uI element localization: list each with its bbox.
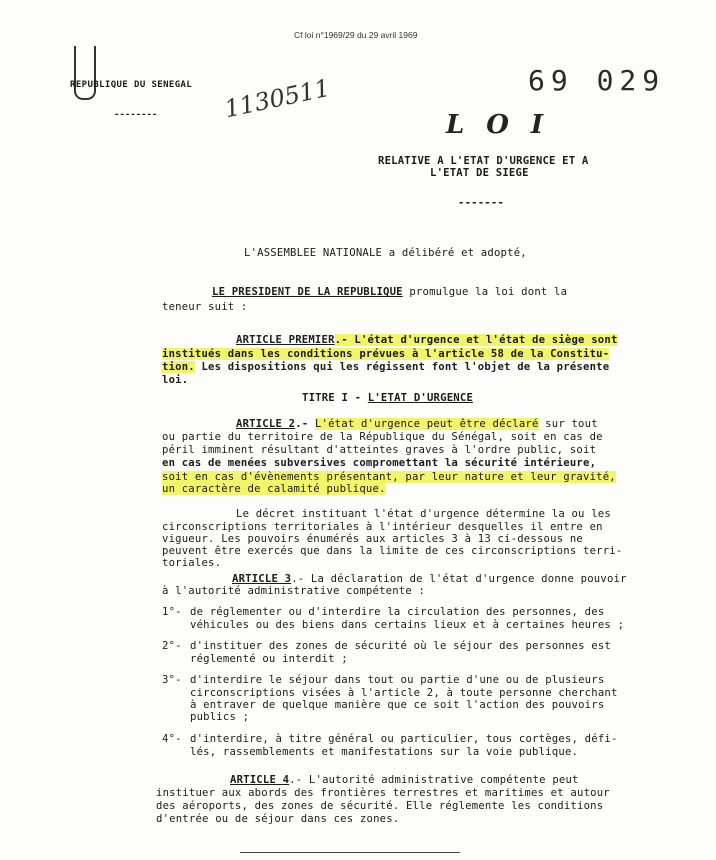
article-4-line-3: des aéroports, des zones de sécurité. Elle réglemente les conditions <box>156 800 604 812</box>
article-4-line-1: ARTICLE 4.- L'autorité administrative compétente peut <box>230 774 579 786</box>
article-2-line-4: en cas de menées subversives compromettant la sécurité intérieure, <box>162 457 597 469</box>
handwritten-number: 1130511 <box>222 73 333 124</box>
titre-1-heading: TITRE I - L'ETAT D'URGENCE <box>302 392 474 404</box>
item-4-line-2: lés, rassemblements et manifestations sur la voie publique. <box>190 746 579 758</box>
item-3-line-4: publics ; <box>190 711 250 723</box>
republic-label: REPUBLIQUE DU SENEGAL <box>70 80 193 90</box>
decree-line-2: circonscriptions territoriales à l'intérieur desquelles il entre en <box>162 521 603 533</box>
article-1-line-1: ARTICLE PREMIER.- L'état d'urgence et l'état de siège sont <box>236 334 618 346</box>
article-2-line-1: ARTICLE 2.- L'état d'urgence peut être déclaré sur tout <box>236 418 598 430</box>
item-2-line-1: d'instituer des zones de sécurité où le séjour des personnes est <box>190 640 611 652</box>
item-3-line-1: d'interdire le séjour dans tout ou partie d'une ou de plusieurs <box>190 674 605 686</box>
item-1-line-2: véhicules ou des biens dans certains lieux et à certaines heures ; <box>190 619 625 631</box>
article-3-line-2: à l'autorité administrative compétente : <box>162 585 426 597</box>
article-3-label: ARTICLE 3 <box>232 573 292 585</box>
seal-stamp <box>74 46 96 100</box>
law-number: 69 029 <box>528 64 666 97</box>
item-2-line-2: réglementé ou interdit ; <box>190 653 348 665</box>
item-4-line-1: d'interdire, à titre général ou particulier, tous cortèges, défi- <box>190 733 618 745</box>
article-2-line-3: péril imminent résultant d'atteintes graves à l'ordre public, soit <box>162 444 597 456</box>
item-3-num: 3°- <box>162 674 182 686</box>
article-1-label: ARTICLE PREMIER <box>236 334 335 346</box>
law-title: LOI <box>446 110 566 140</box>
subject-line-2: L'ETAT DE SIEGE <box>430 167 529 179</box>
decree-line-3: vigueur. Les pouvoirs énumérés aux articles 3 à 13 ci-dessous ne <box>162 533 583 545</box>
article-1-line-3: tion. Les dispositions qui les régissent font l'objet de la présente <box>162 361 610 373</box>
article-4-label: ARTICLE 4 <box>230 774 290 786</box>
bottom-rule <box>240 852 460 853</box>
president-title: LE PRESIDENT DE LA REPUBLIQUE <box>212 286 403 298</box>
president-line-2: teneur suit : <box>162 301 248 313</box>
item-1-num: 1°- <box>162 606 182 618</box>
item-1-line-1: de réglementer ou d'interdire la circulation des personnes, des <box>190 606 605 618</box>
assembly-line: L'ASSEMBLEE NATIONALE a délibéré et adopté, <box>244 247 527 259</box>
decree-line-5: toriales. <box>162 557 222 569</box>
article-2-line-2: ou partie du territoire de la République du Sénégal, soit en cas de <box>162 431 603 443</box>
item-3-line-3: à entraver de quelque manière que ce soit l'action des pouvoirs <box>190 699 605 711</box>
decree-line-1: Le décret instituant l'état d'urgence détermine la ou les <box>236 508 611 520</box>
item-4-num: 4°- <box>162 733 182 745</box>
header-note: Cf loi n°1969/29 du 29 avril 1969 <box>294 30 418 40</box>
decree-line-4: peuvent être exercés que dans la limite de ces circonscriptions terri- <box>162 545 623 557</box>
subject-dash: ------- <box>458 197 505 209</box>
subject-line-1: RELATIVE A L'ETAT D'URGENCE ET A <box>378 155 589 167</box>
item-3-line-2: circonscriptions visées à l'article 2, à toute personne cherchant <box>190 687 618 699</box>
item-2-num: 2°- <box>162 640 182 652</box>
republic-dash: -------- <box>114 110 158 120</box>
article-1-line-4: loi. <box>162 374 189 386</box>
article-2-label: ARTICLE 2 <box>236 418 296 430</box>
article-3-line-1: ARTICLE 3.- La déclaration de l'état d'urgence donne pouvoir <box>232 573 627 585</box>
article-4-line-2: instituer aux abords des frontières terrestres et maritimes et autour <box>156 787 610 799</box>
article-4-line-4: d'entrée ou de séjour dans ces zones. <box>156 813 400 825</box>
article-2-line-6: un caractère de calamité publique. <box>162 483 386 495</box>
article-1-line-2: institués dans les conditions prévues à l'article 58 de la Constitu- <box>162 348 610 360</box>
president-line-1: LE PRESIDENT DE LA REPUBLIQUE promulgue la loi dont la <box>212 286 568 298</box>
article-2-line-5: soit en cas d'évènements présentant, par leur nature et leur gravité, <box>162 471 616 483</box>
